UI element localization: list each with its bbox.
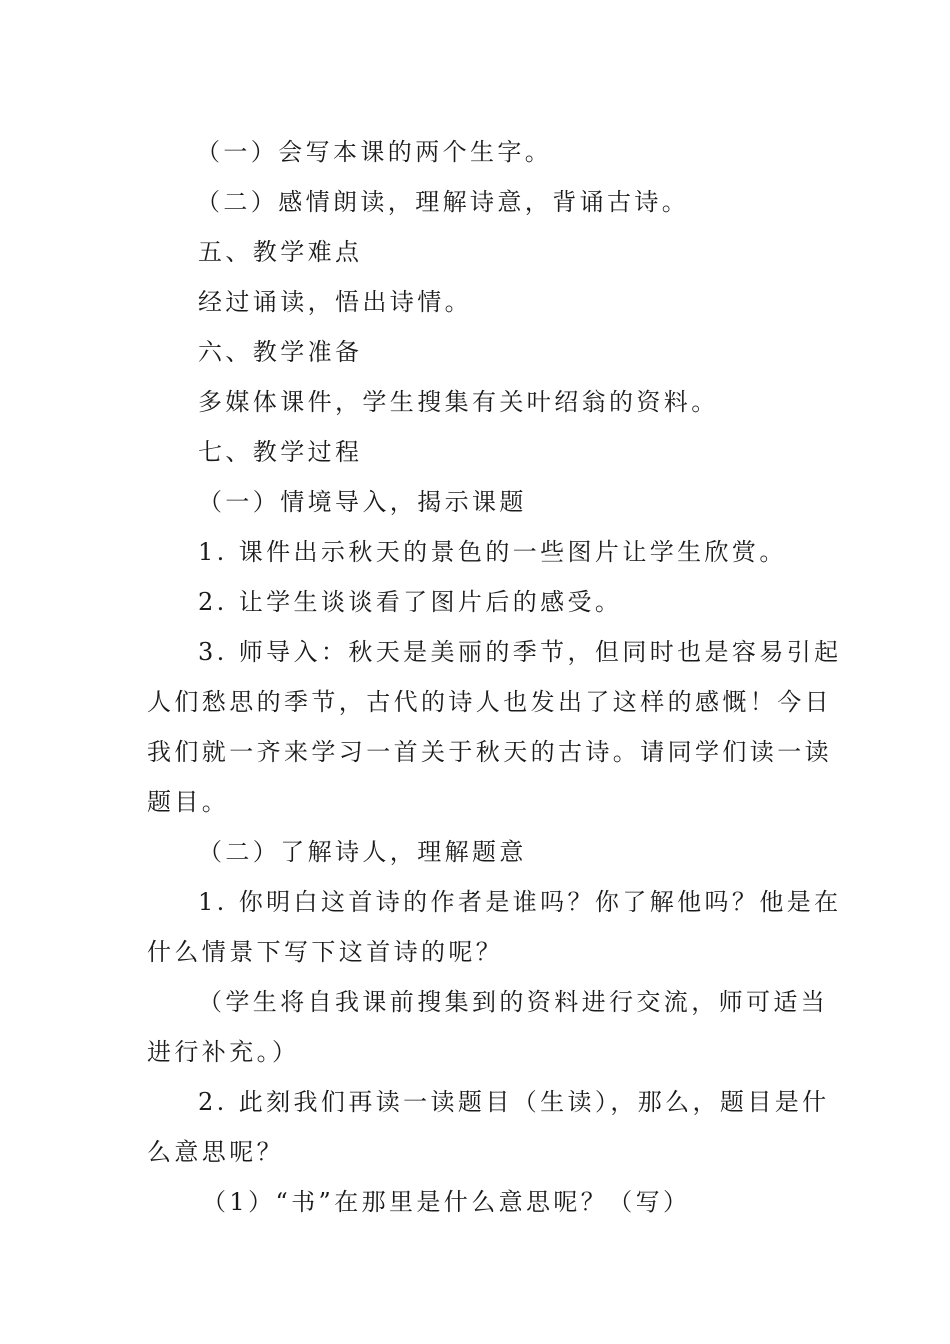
section-heading-preparation: 六、教学准备 bbox=[198, 338, 363, 366]
section-heading-difficulties: 五、教学难点 bbox=[198, 238, 363, 266]
paragraph-4: 多媒体课件，学生搜集有关叶绍翁的资料。 bbox=[198, 388, 719, 416]
list-item-5-line-2: 么意思呢？ bbox=[147, 1138, 284, 1166]
list-item-3-line-4: 题目。 bbox=[147, 788, 230, 816]
paragraph-2: （二）感情朗读，理解诗意，背诵古诗。 bbox=[196, 188, 690, 216]
paragraph-note-line-2: 进行补充。） bbox=[147, 1038, 300, 1066]
section-heading-process: 七、教学过程 bbox=[198, 438, 363, 466]
list-item-4-line-1: 1. 你明白这首诗的作者是谁吗？你了解他吗？他是在 bbox=[198, 888, 842, 916]
subsection-heading-poet: （二）了解诗人，理解题意 bbox=[198, 838, 527, 866]
paragraph-1: （一）会写本课的两个生字。 bbox=[196, 138, 553, 166]
list-item-3-line-1: 3. 师导入：秋天是美丽的季节，但同时也是容易引起 bbox=[198, 638, 842, 666]
list-item-1: 1. 课件出示秋天的景色的一些图片让学生欣赏。 bbox=[198, 538, 787, 566]
sub-list-item-1: （1）“书”在那里是什么意思呢？（写） bbox=[202, 1188, 691, 1216]
list-item-2: 2. 让学生谈谈看了图片后的感受。 bbox=[198, 588, 623, 616]
paragraph-3: 经过诵读，悟出诗情。 bbox=[198, 288, 472, 316]
subsection-heading-intro: （一）情境导入，揭示课题 bbox=[198, 488, 527, 516]
list-item-3-line-3: 我们就一齐来学习一首关于秋天的古诗。请同学们读一读 bbox=[147, 738, 832, 766]
paragraph-note-line-1: （学生将自我课前搜集到的资料进行交流，师可适当 bbox=[198, 988, 829, 1016]
list-item-4-line-2: 什么情景下写下这首诗的呢？ bbox=[147, 938, 504, 966]
list-item-3-line-2: 人们愁思的季节，古代的诗人也发出了这样的感慨！今日 bbox=[147, 688, 832, 716]
list-item-5-line-1: 2. 此刻我们再读一读题目（生读），那么，题目是什 bbox=[198, 1088, 830, 1116]
